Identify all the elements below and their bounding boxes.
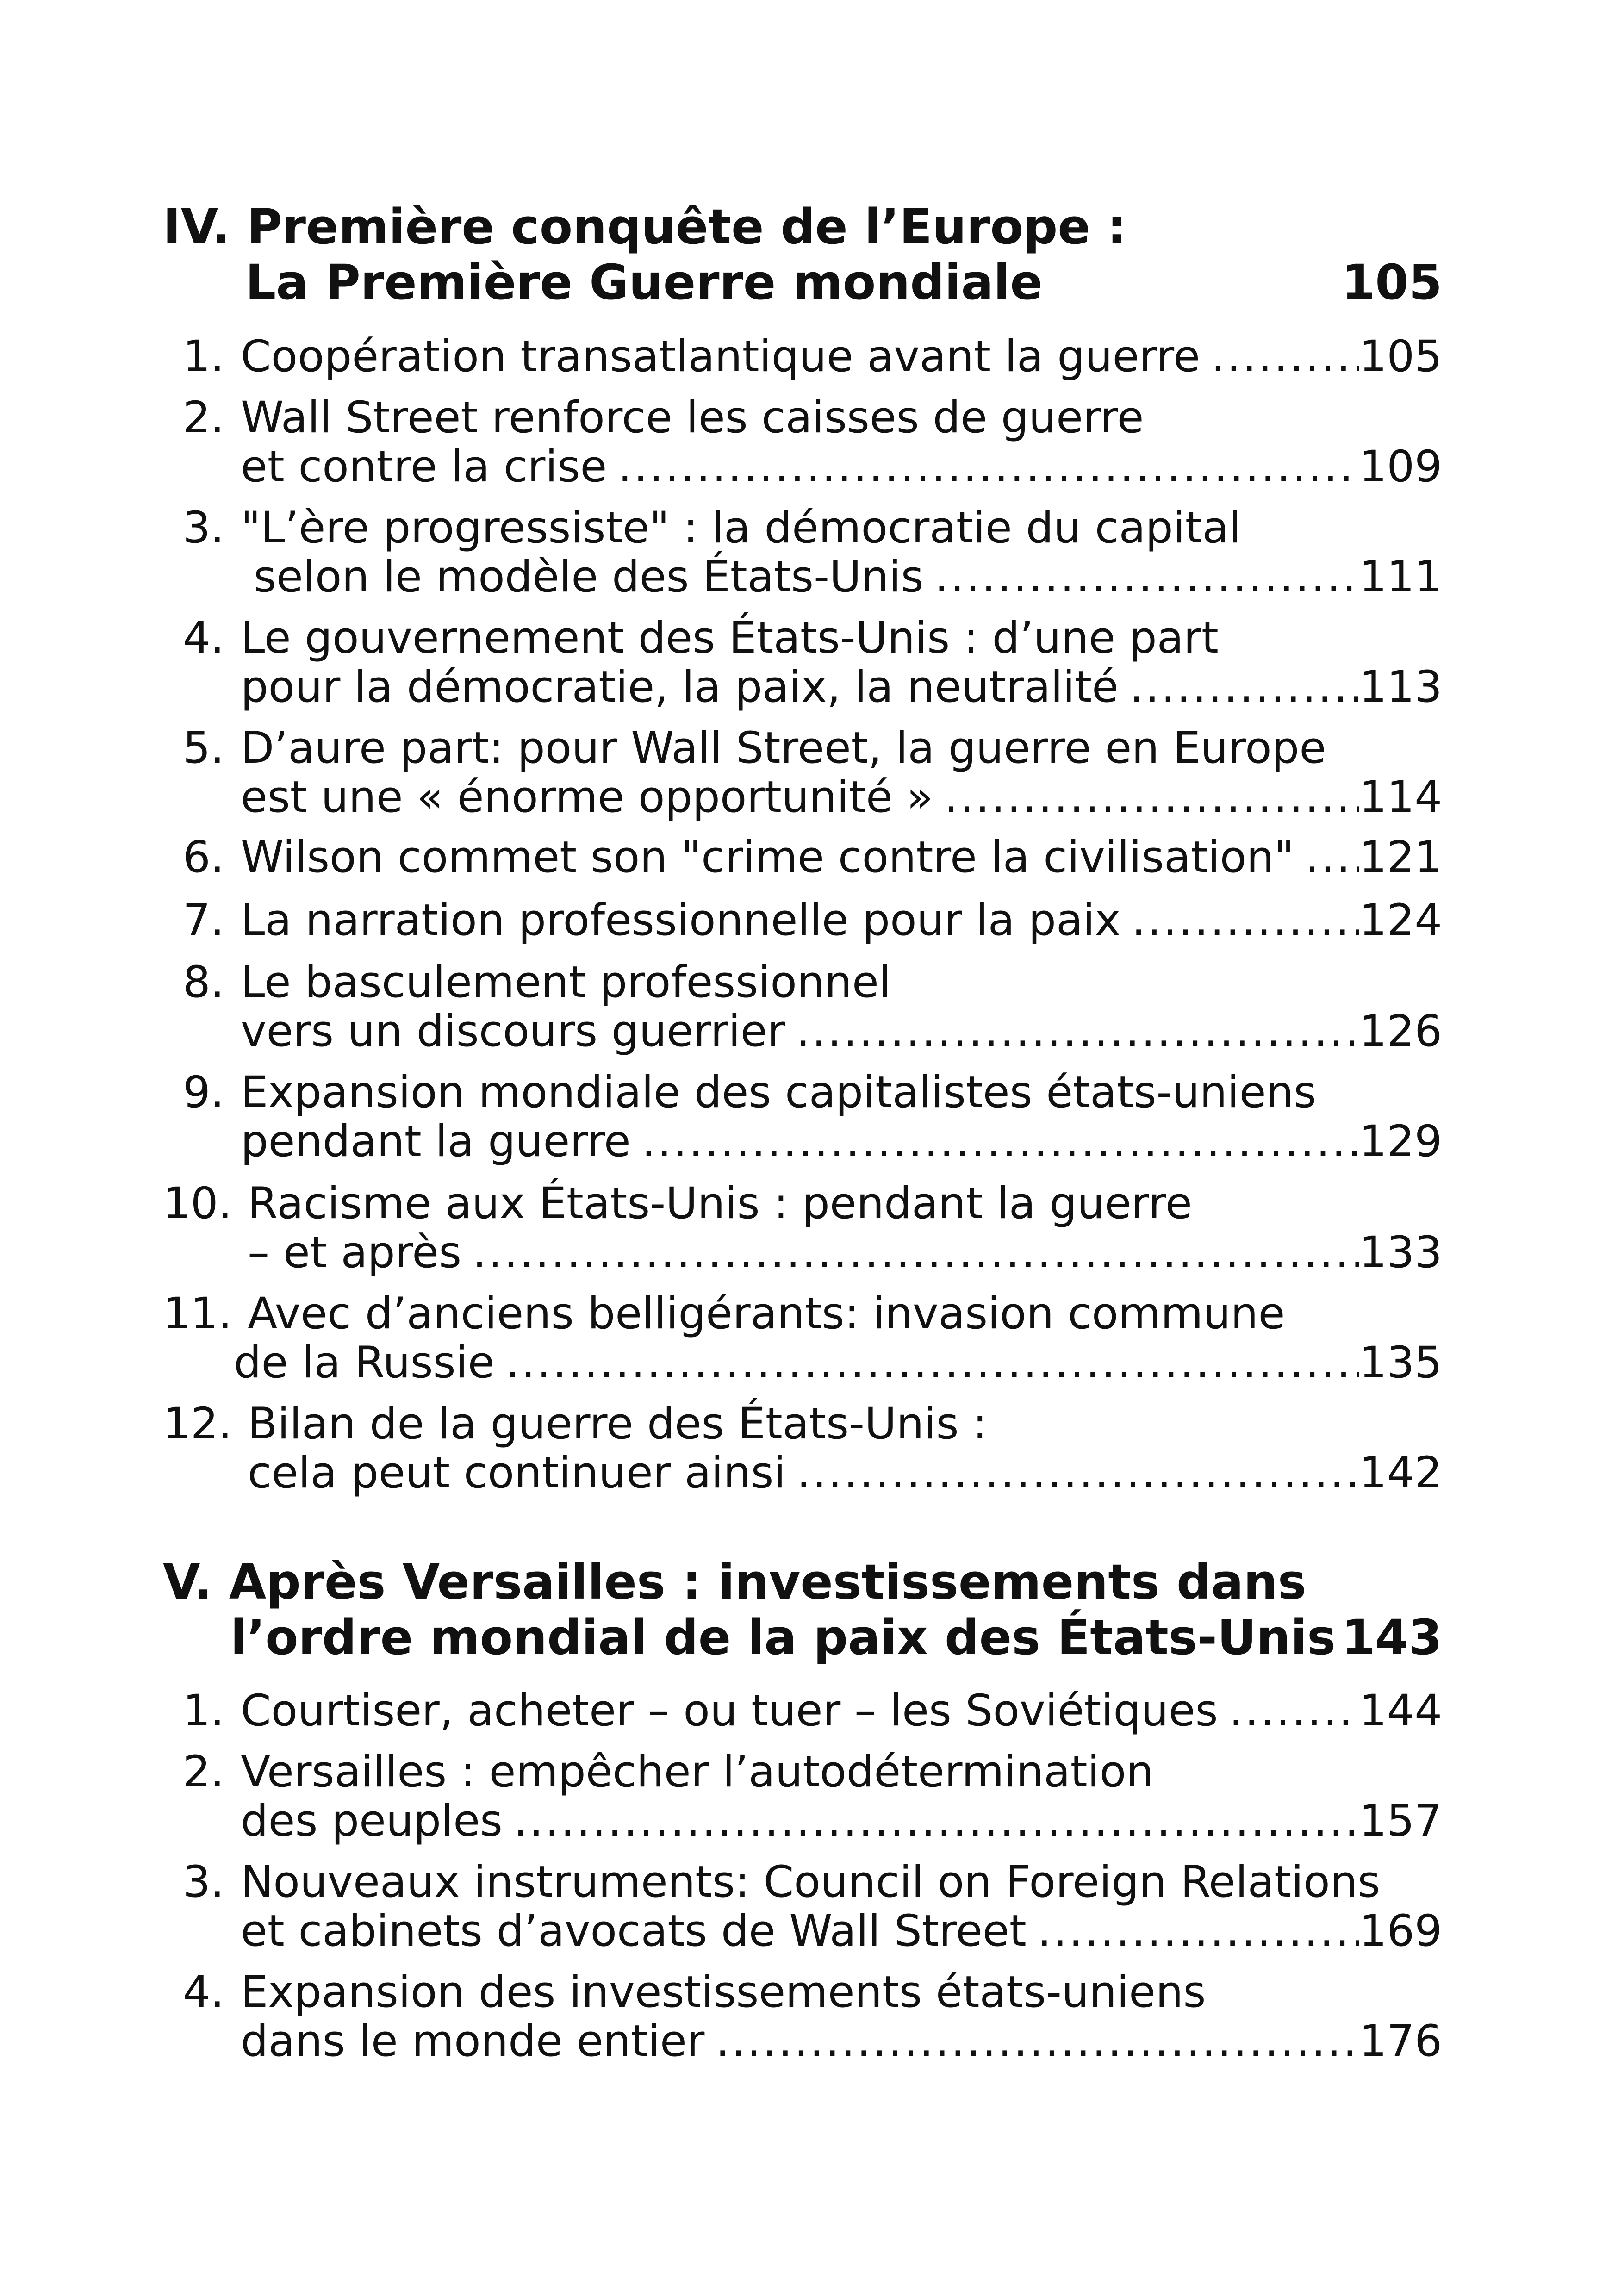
chapter-v-page: 143: [1341, 1609, 1442, 1666]
entry-title: Courtiser, acheter – ou tuer – les Soviétiques: [241, 1686, 1218, 1736]
entry-number: 6.: [183, 832, 224, 883]
entry-number: 7.: [183, 895, 224, 946]
entry-title: pendant la guerre: [241, 1116, 631, 1167]
entry-title: dans le monde entier: [241, 2016, 705, 2066]
entry-title-line1: Le basculement professionnel: [241, 957, 891, 1008]
entry-title: Coopération transatlantique avant la guerre: [241, 331, 1200, 382]
entry-page: 126: [1359, 1006, 1442, 1057]
entry-title-line: [241, 833, 1442, 882]
entry-page: 111: [1359, 552, 1442, 602]
entry-page: 133: [1359, 1227, 1442, 1278]
entry-page: 144: [1359, 1686, 1442, 1736]
entry-title: et contre la crise: [241, 442, 607, 492]
entry-title-line1: Wall Street renforce les caisses de guerre: [241, 392, 1144, 443]
entry-title: – et après: [248, 1227, 462, 1278]
entry-title: La narration professionnelle pour la paix: [241, 895, 1121, 946]
leader-dots: [473, 1228, 1359, 1277]
entry-title-line1: Expansion mondiale des capitalistes états-uniens: [241, 1067, 1317, 1118]
entry-page: 157: [1359, 1796, 1442, 1846]
entry-number: 5.: [183, 723, 224, 773]
entry-number: 2.: [183, 392, 224, 443]
entry-title-line: [248, 1449, 1442, 1498]
entry-number: 1.: [183, 331, 224, 382]
entry-page: 135: [1359, 1338, 1442, 1388]
entry-title: cela peut continuer ainsi: [248, 1448, 786, 1498]
entry-page: 113: [1359, 662, 1442, 712]
entry-page: 121: [1359, 832, 1442, 883]
leader-dots: [642, 1117, 1359, 1166]
entry-title-line: [241, 442, 1442, 492]
chapter-v-title-line2: l’ordre mondial de la paix des États-Unis: [230, 1609, 1336, 1666]
entry-page: 129: [1359, 1116, 1442, 1167]
entry-number: 3.: [183, 1857, 224, 1907]
entry-title: est une « énorme opportunité »: [241, 772, 933, 822]
entry-title: des peuples: [241, 1796, 503, 1846]
entry-page: 114: [1359, 772, 1442, 822]
entry-number: 2.: [183, 1747, 224, 1797]
leader-dots: [796, 1007, 1359, 1056]
entry-number: 9.: [183, 1067, 224, 1118]
entry-number: 3.: [183, 503, 224, 553]
entry-title-line: [241, 2017, 1442, 2066]
entry-title-line1: D’aure part: pour Wall Street, la guerre en Europe: [241, 723, 1326, 773]
entry-title-line1: Expansion des investissements états-uniens: [241, 1967, 1206, 2017]
entry-number: 12.: [163, 1399, 232, 1449]
entry-number: 11.: [163, 1288, 232, 1339]
entry-page: 142: [1359, 1448, 1442, 1498]
entry-page: 124: [1359, 895, 1442, 946]
entry-title-line1: Avec d’anciens belligérants: invasion commune: [248, 1288, 1285, 1339]
entry-title-line1: Le gouvernement des États-Unis : d’une part: [241, 613, 1219, 663]
entry-number: 10.: [163, 1178, 232, 1229]
entry-title: selon le modèle des États-Unis: [254, 552, 924, 602]
entry-title-line: [241, 896, 1442, 945]
entry-title: vers un discours guerrier: [241, 1006, 785, 1057]
entry-number: 4.: [183, 1967, 224, 2017]
leader-dots: [1130, 663, 1359, 712]
entry-number: 4.: [183, 613, 224, 663]
chapter-iv-page: 105: [1341, 254, 1442, 311]
leader-dots: [1038, 1907, 1359, 1956]
entry-page: 169: [1359, 1906, 1442, 1956]
entry-title-line: [248, 1228, 1442, 1277]
entry-title: Wilson commet son "crime contre la civilisation": [241, 832, 1294, 883]
entry-title-line1: Racisme aux États-Unis : pendant la guerre: [248, 1178, 1192, 1229]
entry-title-line: [254, 553, 1442, 602]
entry-title-line: [241, 1797, 1442, 1846]
leader-dots: [1211, 332, 1359, 381]
entry-title-line: [234, 1338, 1442, 1388]
leader-dots: [716, 2017, 1359, 2066]
chapter-iv-title-line2: La Première Guerre mondiale: [245, 254, 1043, 311]
leader-dots: [935, 553, 1359, 602]
entry-number: 8.: [183, 957, 224, 1008]
leader-dots: [797, 1449, 1359, 1498]
entry-page: 105: [1359, 331, 1442, 382]
entry-title: de la Russie: [234, 1338, 495, 1388]
leader-dots: [1229, 1686, 1359, 1736]
entry-page: 176: [1359, 2016, 1442, 2066]
leader-dots: [618, 442, 1359, 492]
entry-number: 1.: [183, 1686, 224, 1736]
entry-title-line: [241, 663, 1442, 712]
entry-title-line: [241, 1007, 1442, 1056]
entry-title-line1: Versailles : empêcher l’autodétermination: [241, 1747, 1154, 1797]
chapter-iv-title-line1: IV. Première conquête de l’Europe :: [163, 199, 1126, 255]
entry-page: 109: [1359, 442, 1442, 492]
entry-title-line: [241, 1907, 1442, 1956]
entry-title-line: [241, 1686, 1442, 1736]
leader-dots: [944, 773, 1359, 822]
entry-title-line1: Nouveaux instruments: Council on Foreign Relations: [241, 1857, 1381, 1907]
entry-title-line: [241, 332, 1442, 381]
entry-title: et cabinets d’avocats de Wall Street: [241, 1906, 1027, 1956]
entry-title: pour la démocratie, la paix, la neutralité: [241, 662, 1119, 712]
entry-title-line: [241, 1117, 1442, 1166]
leader-dots: [1132, 896, 1359, 945]
entry-title-line1: "L’ère progressiste" : la démocratie du capital: [241, 503, 1241, 553]
entry-title-line: [241, 773, 1442, 822]
leader-dots: [514, 1797, 1359, 1846]
entry-title-line1: Bilan de la guerre des États-Unis :: [248, 1399, 988, 1449]
chapter-v-title-line1: V. Après Versailles : investissements dans: [163, 1554, 1307, 1610]
leader-dots: [1305, 833, 1359, 882]
leader-dots: [506, 1338, 1359, 1388]
